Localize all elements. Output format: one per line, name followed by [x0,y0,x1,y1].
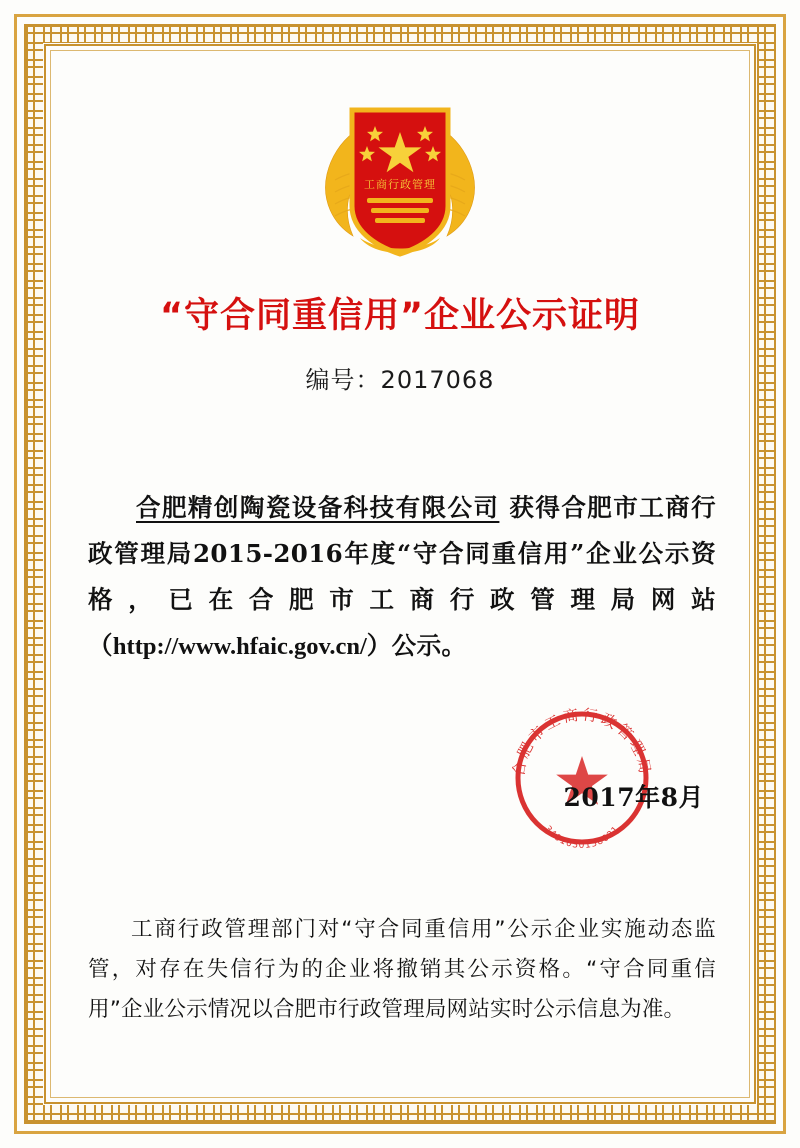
serial-value: 2017068 [380,366,495,394]
saic-emblem-icon [305,88,495,263]
svg-text:工商行政管理: 工商行政管理 [364,178,436,191]
issue-date: 2017年8月 [563,783,704,812]
serial-number-line [60,360,740,395]
svg-text:3401030138021: 3401030138021 [542,824,622,851]
footer-block [88,888,716,1051]
serial-label: 编号： [305,366,381,394]
certificate-content [60,60,740,1088]
body-text-part-1: 获得合肥市工商行政管理局2015-2016年度“守合同重信用”企业公示资格，已在合肥市工商行政管理局网站（ [88,492,717,660]
emblem-container [60,88,740,263]
company-name: 合肥精创陶瓷设备科技有限公司 [136,492,500,522]
body-block [88,460,716,694]
body-paragraph [88,485,716,670]
footer-note: 工商行政管理部门对“守合同重信用”公示企业实施动态监管，对存在失信行为的企业将撤销其公示资格。“守合同重信用”企业公示情况以合肥市行政管理局网站实时公示信息为准。 [88,916,716,1022]
page-title: “守合同重信用”企业公示证明 [159,296,640,336]
body-text-part-2: ）公示。 [366,630,467,660]
hfaic-website-url: http://www.hfaic.gov.cn/ [112,632,367,660]
svg-text:合肥市工商行政管理局: 合肥市工商行政管理局 [509,705,655,778]
